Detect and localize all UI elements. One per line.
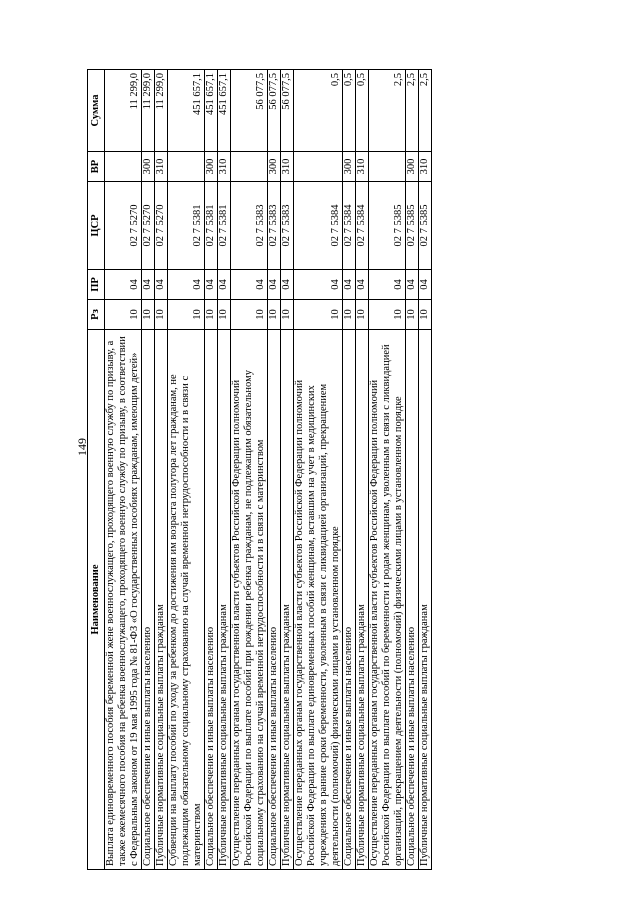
row-name: Публичные нормативные социальные выплаты гражданам — [419, 330, 432, 870]
row-pr: 04 — [142, 270, 155, 300]
row-vr: 300 — [142, 152, 155, 182]
row-pr: 04 — [168, 270, 205, 300]
row-rz: 10 — [142, 300, 155, 330]
row-vr — [105, 152, 142, 182]
table-row — [168, 70, 205, 870]
row-pr: 04 — [205, 270, 218, 300]
row-vr: 300 — [343, 152, 356, 182]
row-pr: 04 — [294, 270, 343, 300]
table-row — [142, 70, 155, 870]
row-sum: 56 077,5 — [231, 70, 268, 152]
row-vr: 300 — [205, 152, 218, 182]
row-name: Социальное обеспечение и иные выплаты населению — [205, 330, 218, 870]
row-vr: 310 — [218, 152, 231, 182]
header-rz: Рз — [88, 300, 105, 330]
row-name: Социальное обеспечение и иные выплаты населению — [268, 330, 281, 870]
row-sum: 451 657,1 — [218, 70, 231, 152]
row-name: Социальное обеспечение и иные выплаты населению — [406, 330, 419, 870]
table-row — [343, 70, 356, 870]
row-sum: 0,5 — [356, 70, 369, 152]
row-pr: 04 — [218, 270, 231, 300]
row-vr: 300 — [268, 152, 281, 182]
header-csr: ЦСР — [88, 182, 105, 270]
table-body — [105, 70, 432, 870]
row-rz: 10 — [406, 300, 419, 330]
row-sum: 56 077,5 — [268, 70, 281, 152]
row-name: Субвенции на выплату пособий по уходу за ребенком до достижения им возраста полутора лет гражданам, не подлежащим обязательному социальному страхованию на случай временной нетрудоспособности и в связи с материнством — [168, 330, 205, 870]
row-csr: 02 7 5381 — [168, 182, 205, 270]
row-csr: 02 7 5385 — [419, 182, 432, 270]
row-sum: 2,5 — [419, 70, 432, 152]
row-pr: 04 — [105, 270, 142, 300]
row-sum: 56 077,5 — [281, 70, 294, 152]
table-header-row — [88, 70, 105, 870]
row-sum: 11 299,0 — [105, 70, 142, 152]
table-row — [406, 70, 419, 870]
row-pr: 04 — [155, 270, 168, 300]
row-vr — [168, 152, 205, 182]
row-pr: 04 — [281, 270, 294, 300]
row-sum: 451 657,1 — [168, 70, 205, 152]
row-pr: 04 — [356, 270, 369, 300]
table-row — [281, 70, 294, 870]
row-csr: 02 7 5384 — [294, 182, 343, 270]
row-name: Выплата единовременного пособия беременной жене военнослужащего, проходящего военную службу по призыву, а также ежемесячного пособия на ребенка военнослужащего, проходящего военную службу по призыву, в соответствии с Федеральным законом от 19 мая 1995 года № 81-ФЗ «О государственных пособиях гражданам, имеющим детей» — [105, 330, 142, 870]
row-pr: 04 — [268, 270, 281, 300]
row-rz: 10 — [268, 300, 281, 330]
row-rz: 10 — [218, 300, 231, 330]
table-row — [369, 70, 406, 870]
table-row — [231, 70, 268, 870]
row-pr: 04 — [369, 270, 406, 300]
row-csr: 02 7 5384 — [343, 182, 356, 270]
row-rz: 10 — [168, 300, 205, 330]
row-rz: 10 — [419, 300, 432, 330]
row-vr — [231, 152, 268, 182]
table-row — [268, 70, 281, 870]
header-sum: Сумма — [88, 70, 105, 152]
row-rz: 10 — [155, 300, 168, 330]
row-name: Осуществление переданных органам государственной власти субъектов Российской Федерации полномочий Российской Федерации по выплате пособий при рождении ребенка гражданам, не подлежащим обязательному социальному страхованию на случай временной нетрудоспособности и в связи с материнством — [231, 330, 268, 870]
row-csr: 02 7 5383 — [231, 182, 268, 270]
table-row — [205, 70, 218, 870]
row-sum: 2,5 — [369, 70, 406, 152]
row-csr: 02 7 5381 — [205, 182, 218, 270]
row-csr: 02 7 5270 — [105, 182, 142, 270]
row-vr — [369, 152, 406, 182]
row-pr: 04 — [231, 270, 268, 300]
table-row — [105, 70, 142, 870]
budget-table-container — [87, 70, 562, 870]
row-name: Осуществление переданных органам государственной власти субъектов Российской Федерации полномочий Российской Федерации по выплате пособий по беременности и родам женщинам, уволенным в связи с ликвидацией организаций, прекращением деятельности (полномочий) физическими лицами в установленном порядке — [369, 330, 406, 870]
row-csr: 02 7 5383 — [268, 182, 281, 270]
row-csr: 02 7 5385 — [369, 182, 406, 270]
row-csr: 02 7 5385 — [406, 182, 419, 270]
row-csr: 02 7 5384 — [356, 182, 369, 270]
row-name: Публичные нормативные социальные выплаты гражданам — [218, 330, 231, 870]
row-rz: 10 — [105, 300, 142, 330]
header-pr: ПР — [88, 270, 105, 300]
row-vr: 300 — [406, 152, 419, 182]
row-csr: 02 7 5270 — [142, 182, 155, 270]
row-sum: 0,5 — [343, 70, 356, 152]
row-pr: 04 — [419, 270, 432, 300]
row-rz: 10 — [205, 300, 218, 330]
row-sum: 2,5 — [406, 70, 419, 152]
table-row — [419, 70, 432, 870]
table-row — [356, 70, 369, 870]
row-pr: 04 — [406, 270, 419, 300]
row-rz: 10 — [369, 300, 406, 330]
row-rz: 10 — [231, 300, 268, 330]
row-name: Осуществление переданных органам государственной власти субъектов Российской Федерации полномочий Российской Федерации по выплате единовременных пособий женщинам, вставшим на учет в медицинских учреждениях в ранние сроки беременности, уволенным в связи с ликвидацией организаций, прекращением деятельности (полномочий) физическими лицами в установленном порядке — [294, 330, 343, 870]
row-csr: 02 7 5381 — [218, 182, 231, 270]
header-name: Наименование — [88, 330, 105, 870]
page-number: 149 — [75, 438, 89, 456]
row-vr: 310 — [356, 152, 369, 182]
table-row — [218, 70, 231, 870]
row-rz: 10 — [343, 300, 356, 330]
row-sum: 0,5 — [294, 70, 343, 152]
row-name: Социальное обеспечение и иные выплаты населению — [142, 330, 155, 870]
row-csr: 02 7 5383 — [281, 182, 294, 270]
row-vr — [294, 152, 343, 182]
header-vr: ВР — [88, 152, 105, 182]
row-sum: 11 299,0 — [155, 70, 168, 152]
table-row — [155, 70, 168, 870]
row-name: Публичные нормативные социальные выплаты гражданам — [155, 330, 168, 870]
budget-table — [87, 69, 432, 870]
row-sum: 11 299,0 — [142, 70, 155, 152]
row-name: Публичные нормативные социальные выплаты гражданам — [356, 330, 369, 870]
row-rz: 10 — [356, 300, 369, 330]
row-name: Публичные нормативные социальные выплаты гражданам — [281, 330, 294, 870]
row-name: Социальное обеспечение и иные выплаты населению — [343, 330, 356, 870]
row-csr: 02 7 5270 — [155, 182, 168, 270]
row-vr: 310 — [155, 152, 168, 182]
row-rz: 10 — [294, 300, 343, 330]
row-vr: 310 — [281, 152, 294, 182]
row-sum: 451 657,1 — [205, 70, 218, 152]
row-rz: 10 — [281, 300, 294, 330]
row-vr: 310 — [419, 152, 432, 182]
row-pr: 04 — [343, 270, 356, 300]
table-row — [294, 70, 343, 870]
